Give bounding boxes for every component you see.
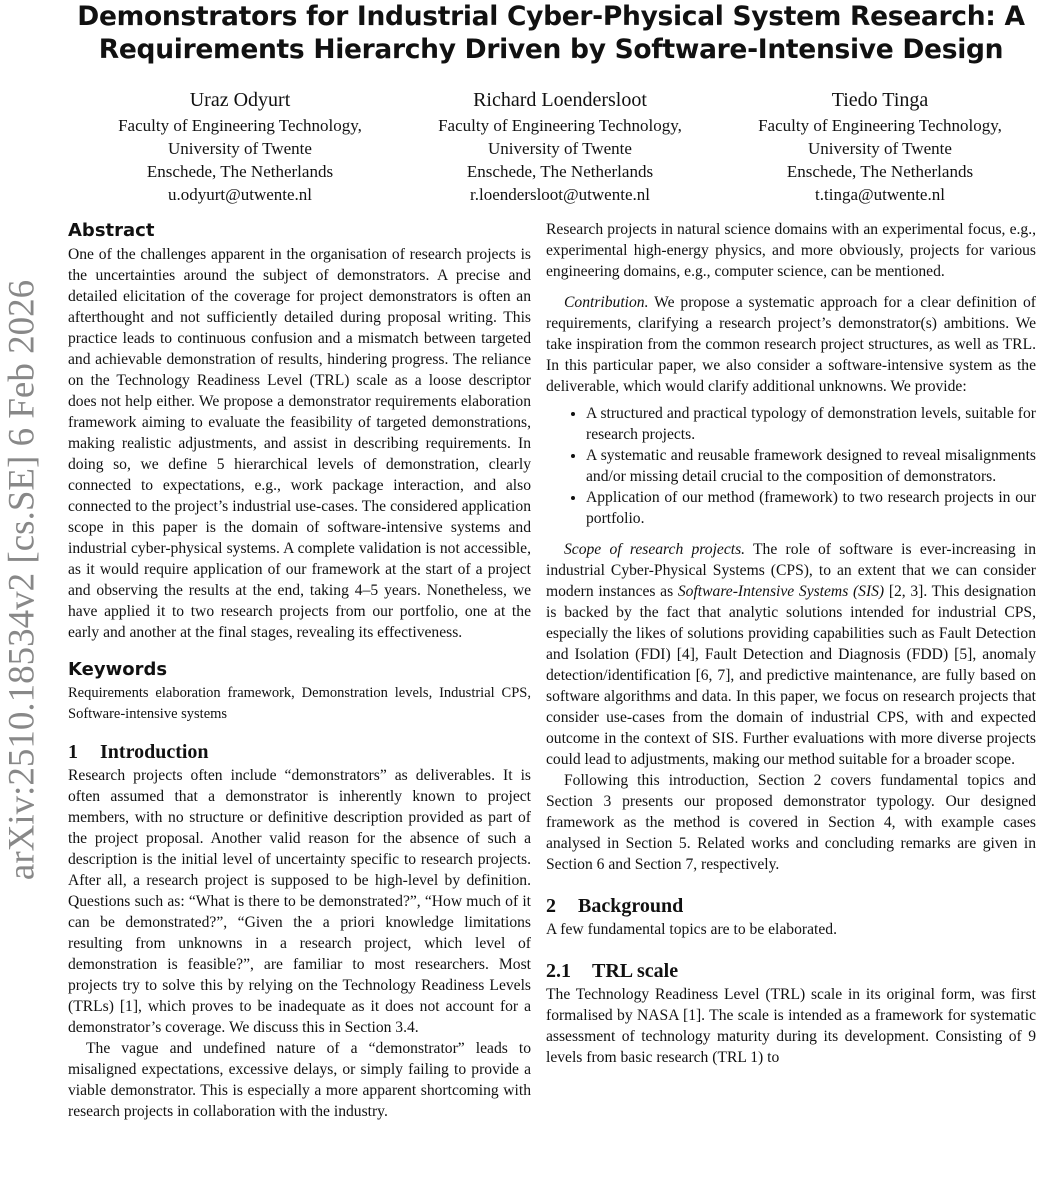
scope-paragraph: Scope of research projects. The role of software is ever-increasing in industrial Cyber-Physical Systems (CPS), to an extent that we can consider modern instances as Software-Intensive Systems (SIS) [2, 3]. This designation is backed by the fact that analytic solutions intended for industrial CPS, especially the likes of solutions providing capabilities such as Fault Detection and Isolation (FDI) [4], Fault Detection and Diagnosis (FDD) [5], anomaly detection/identification [6, 7], and predictive maintenance, are fully based on software algorithms and data. In this paper, we focus on research projects that consider use-cases from the domain of industrial CPS, with and expected outcome in the context of SIS. Further evaluations with more diverse projects could lead to adjustments, making our method suitable for a broader scope.	[546, 541, 1036, 768]
author-name: Tiedo Tinga	[831, 89, 929, 111]
intro-paragraph: Following this introduction, Section 2 covers fundamental topics and Section 3 presents our proposed demonstrator typology. Our designed framework as the method is covered in Section 4, with example cases analysed in Section 5. Related works and concluding remarks are given in Section 6 and Section 7, respectively.	[546, 772, 1036, 873]
author-affiliation: Faculty of Engineering Technology,	[758, 116, 1002, 135]
keywords-text: Requirements elaboration framework, Demonstration levels, Industrial CPS, Software-intensive systems	[68, 685, 531, 722]
author-university: University of Twente	[808, 139, 952, 158]
introduction-heading: 1 Introduction	[68, 741, 209, 763]
keywords-heading: Keywords	[68, 659, 168, 680]
contribution-list	[546, 403, 1036, 529]
author-affiliation: Faculty of Engineering Technology,	[438, 116, 682, 135]
paper-title: Demonstrators for Industrial Cyber-Physical System Research: A Requirements Hierarchy Driven by Software-Intensive Design	[77, 1, 1025, 65]
trl-heading: 2.1 TRL scale	[546, 960, 679, 982]
left-column	[68, 218, 531, 1122]
list-item: • A systematic and reusable framework designed to reveal misalignments and/or missing detail crucial to the composition of demonstrators.	[586, 445, 1036, 487]
intro-paragraph: Research projects in natural science domains with an experimental focus, e.g., experimental high-energy physics, and more obviously, projects for various engineering domains, e.g., computer science, can be mentioned.	[546, 221, 1036, 280]
author-email: t.tinga@utwente.nl	[815, 185, 945, 204]
author-email: r.loendersloot@utwente.nl	[470, 185, 650, 204]
author-block	[730, 86, 1030, 206]
arxiv-stamp: arXiv:2510.18534v2 [cs.SE] 6 Feb 2026	[1, 279, 43, 881]
author-list	[90, 86, 1030, 206]
author-name: Richard Loendersloot	[473, 89, 647, 111]
intro-paragraph: Research projects often include “demonstrators” as deliverables. It is often assumed that a demonstrator is inherently known to project members, with no structure or definitive description provided as part of the project proposal. Another valid reason for the absence of such a description is the initial level of uncertainty specific to research projects. After all, a research project is supposed to be high-level by definition. Questions such as: “What is there to be demonstrated?”, “How much of it can be demonstrated?”, “Given the a priori knowledge limitations resulting from unknowns in a research project, which level of demonstration is feasible?”, are familiar to most researchers. Most projects try to solve this by relying on the Technology Readiness Levels (TRLs) [1], which proves to be inadequate as it does not account for a demonstrator’s coverage. We discuss this in Section 3.4.	[68, 767, 531, 1036]
list-item: • Application of our method (framework) to two research projects in our portfolio.	[586, 487, 1036, 529]
author-name: Uraz Odyurt	[189, 89, 291, 111]
abstract-text: One of the challenges apparent in the organisation of research projects is the uncertainties around the subject of demonstrators. A precise and detailed elicitation of the coverage for project demonstrators is often an afterthought and not sufficiently detailed during proposal writing. This practice leads to continuous confusion and a mismatch between targeted and achievable demonstration of results, hindering progress. The reliance on the Technology Readiness Level (TRL) scale as a loose descriptor does not help either. We propose a demonstrator requirements elaboration framework aiming to evaluate the feasibility of targeted demonstrations, making realistic adjustments, and assist in describing requirements. In doing so, we define 5 hierarchical levels of demonstration, clearly connected to expectations, e.g., work package interaction, and also connected to the project’s industrial use-cases. The considered application scope in this paper is the domain of software-intensive systems and industrial cyber-physical systems. A complete validation is not accessible, as it would require application of our framework at the start of a project and observing the results at the end, taking 4–5 years. Nonetheless, we have applied it to two research projects from our portfolio, one at the early and another at the final stages, revealing its effectiveness.	[68, 246, 531, 641]
abstract-heading: Abstract	[68, 220, 155, 241]
author-block	[410, 86, 710, 206]
author-location: Enschede, The Netherlands	[466, 162, 654, 181]
intro-paragraph: The vague and undefined nature of a “demonstrator” leads to misaligned expectations, excessive delays, or simply failing to provide a viable demonstrator. This is especially a more apparent shortcoming with research projects in collaboration with the industry.	[68, 1040, 531, 1120]
contribution-paragraph: Contribution. We propose a systematic approach for a clear definition of requirements, clarifying a research project’s demonstrator(s) ambitions. We take inspiration from the common research project structures, as well as TRL. In this particular paper, we also consider a software-intensive system as the deliverable, which would clarify additional unknowns. We provide:	[546, 294, 1036, 395]
trl-text: The Technology Readiness Level (TRL) scale in its original form, was first formalised by NASA [1]. The scale is intended as a framework for systematic assessment of technology maturity during its development. Consisting of 9 levels from basic research (TRL 1) to	[546, 986, 1036, 1066]
author-location: Enschede, The Netherlands	[786, 162, 974, 181]
right-column	[546, 219, 1036, 1068]
author-university: University of Twente	[168, 139, 312, 158]
author-location: Enschede, The Netherlands	[146, 162, 334, 181]
author-email: u.odyurt@utwente.nl	[167, 185, 313, 204]
author-block	[90, 86, 390, 206]
list-item: • A structured and practical typology of demonstration levels, suitable for research projects.	[586, 403, 1036, 445]
background-heading: 2 Background	[546, 895, 684, 917]
author-affiliation: Faculty of Engineering Technology,	[118, 116, 362, 135]
author-university: University of Twente	[488, 139, 632, 158]
background-text: A few fundamental topics are to be elaborated.	[546, 921, 837, 938]
